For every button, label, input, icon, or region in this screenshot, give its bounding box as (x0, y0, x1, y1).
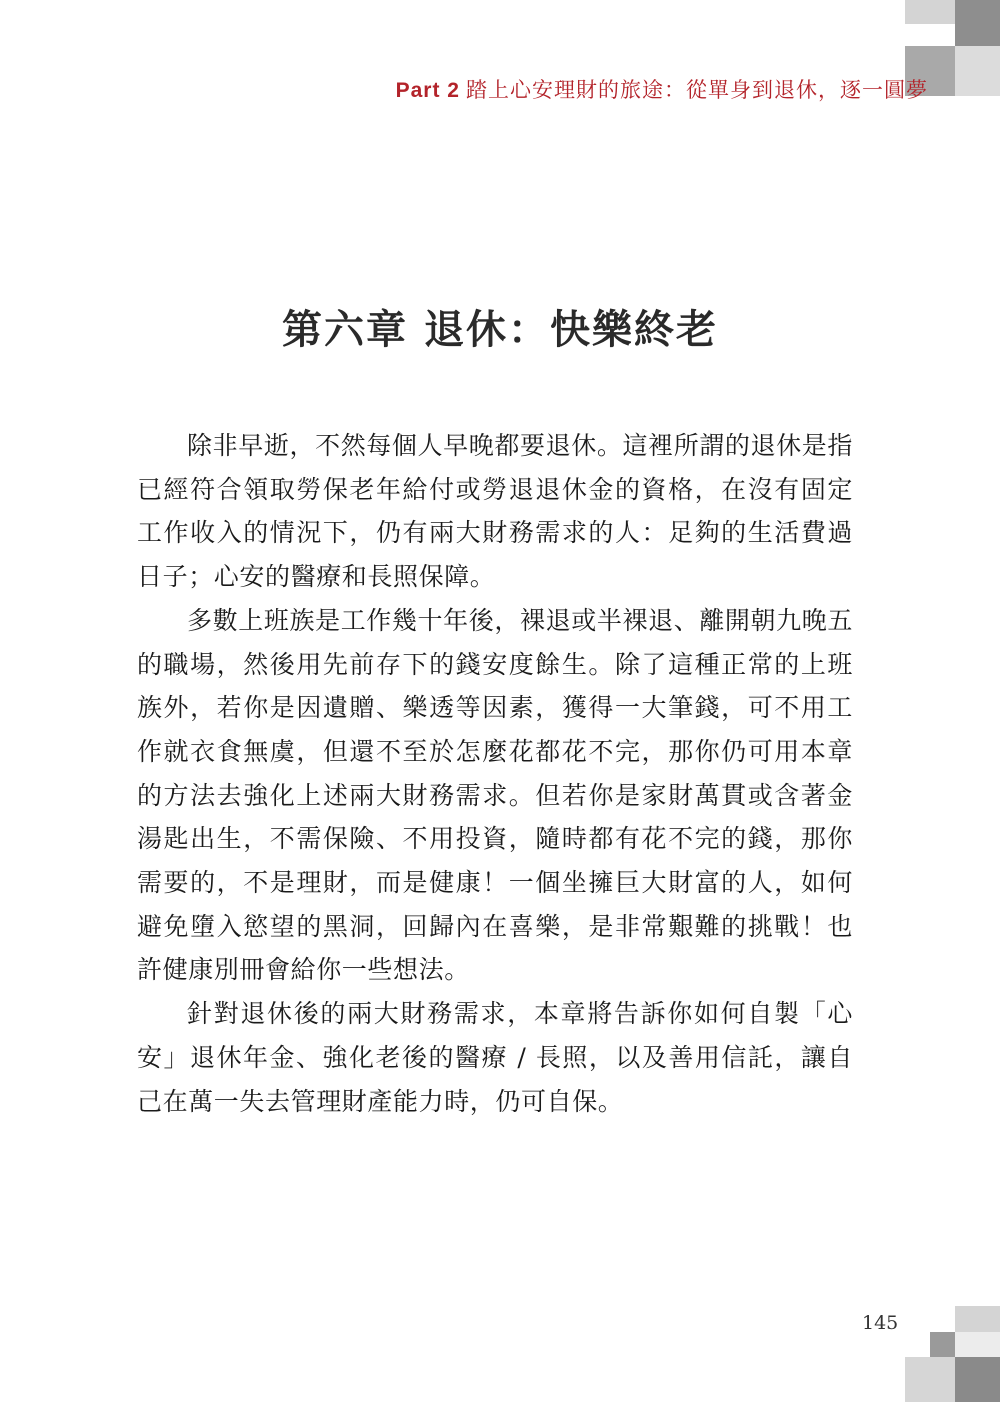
header-title: 踏上心安理財的旅途：從單身到退休，逐一圓夢 (466, 78, 928, 102)
part-label: Part 2 (395, 79, 460, 102)
paragraph: 除非早逝，不然每個人早晚都要退休。這裡所謂的退休是指已經符合領取勞保老年給付或勞退退休金的資格，在沒有固定工作收入的情況下，仍有兩大財務需求的人：足夠的生活費過日子；心安的醫療和長照保障。 (137, 431, 853, 592)
decor-square (955, 1332, 1000, 1357)
decor-square (905, 0, 955, 24)
page-number: 145 (862, 1312, 899, 1334)
decor-square (955, 1357, 1000, 1402)
body-text (137, 424, 853, 1123)
decor-square (905, 1357, 955, 1402)
chapter-title: 第六章 退休：快樂終老 (282, 307, 718, 353)
decor-square (955, 1306, 1000, 1332)
paragraph: 針對退休後的兩大財務需求，本章將告訴你如何自製「心安」退休年金、強化老後的醫療 / 長照，以及善用信託，讓自己在萬一失去管理財產能力時，仍可自保。 (137, 999, 853, 1116)
running-header (396, 74, 928, 104)
paragraph: 多數上班族是工作幾十年後，裸退或半裸退、離開朝九晚五的職場，然後用先前存下的錢安度餘生。除了這種正常的上班族外，若你是因遺贈、樂透等因素，獲得一大筆錢，可不用工作就衣食無虞，但還不至於怎麼花都花不完，那你仍可用本章的方法去強化上述兩大財務需求。但若你是家財萬貫或含著金湯匙出生，不需保險、不用投資，隨時都有花不完的錢，那你需要的，不是理財，而是健康！一個坐擁巨大財富的人，如何避免墮入慾望的黑洞，回歸內在喜樂，是非常艱難的挑戰！也許健康別冊會給你一些想法。 (137, 605, 853, 985)
decor-square (955, 46, 1000, 96)
decor-square (955, 0, 1000, 46)
decor-square (930, 1332, 955, 1357)
